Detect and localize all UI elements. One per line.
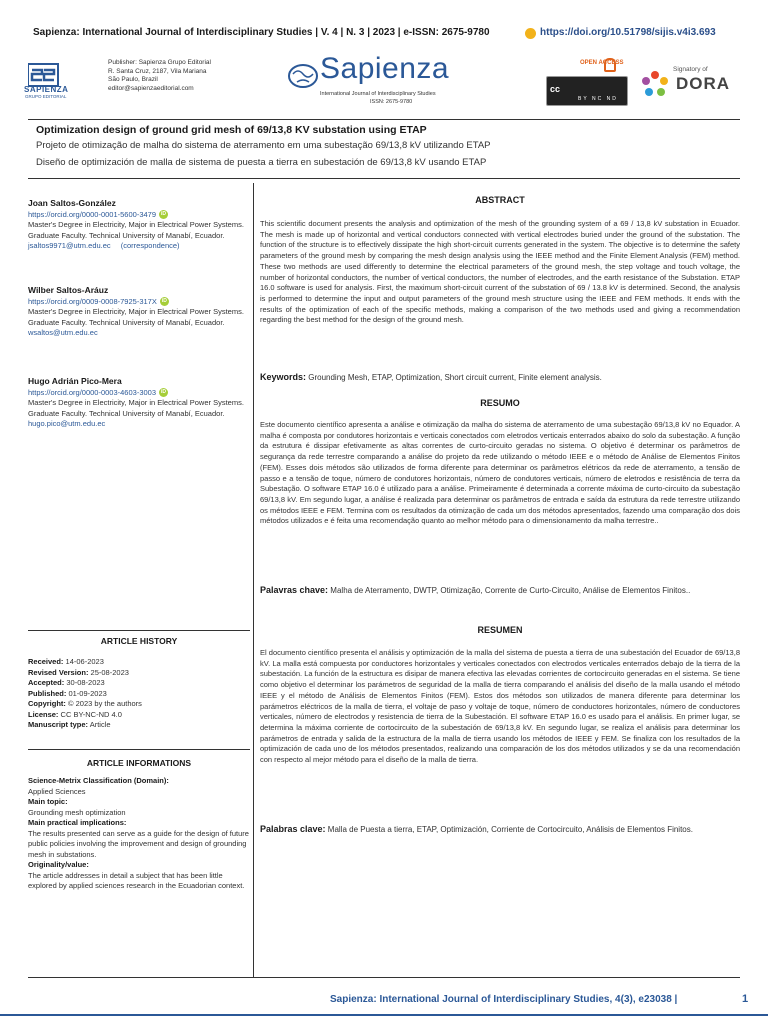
- orcid-icon: iD: [161, 389, 167, 395]
- keywords-label: Keywords:: [260, 372, 307, 382]
- cc-badge-sub: BY NC ND: [578, 96, 618, 102]
- author-affiliation: Master's Degree in Electricity, Major in Electrical Power Systems. Graduate Faculty. Technical University of Manabí, Ecuador.: [28, 398, 244, 418]
- originality-value: The article addresses in detail a subject that has been little explored by applied sciences research in the Ecuadorian context.: [28, 870, 245, 890]
- orcid-icon: iD: [161, 211, 167, 217]
- published-label: Published:: [28, 688, 67, 698]
- author-email[interactable]: hugo.pico@utm.edu.ec: [28, 419, 106, 428]
- dora-label: Signatory of: [673, 66, 708, 73]
- abstract-text: This scientific document presents the analysis and optimization of the mesh of the grounding system of a 69 / 13,8 kV substation in Ecuador. The mesh is made up of horizontal and vertical conductors connected with vertical electrodes buried under the ground of the substation. The function of the structure is to effectively dissipate the high short-circuit currents generated in the system. The objective is to determine the safety parameters of the ground mesh by comparing the mesh design analysis using the IEEE method and the Finite Element Analysis (FEM) method. These two methods are used differently to determine the electrical parameters of the ground mesh, the step voltage and touch voltage, the number of horizontal conductors, the number of vertical conductors, the number of electrodes, and the earth resistance of the Substation. ETAP 16.0 software is used for analysis. First, the maximum short-circuit current of the substation of 69 / 13.8 kV is determined. Second, the analysis is performed to determine the input and output parameters of the ground mesh structure using the IEEE and FEM methods. It ends with the results of the optimization of each of the specific methods, making a comparison of the two methods used and giving a recommendation regarding the best method for the design of the ground mesh.: [260, 219, 740, 325]
- domain-label: Science-Metrix Classification (Domain):: [28, 776, 169, 785]
- copyright-value: © 2023 by the authors: [68, 699, 142, 708]
- author-affiliation: Master's Degree in Electricity, Major in Electrical Power Systems. Graduate Faculty. Technical University of Manabí, Ecuador.: [28, 307, 244, 327]
- author-block: [28, 285, 250, 337]
- orcid-link[interactable]: [28, 210, 250, 219]
- doi-link[interactable]: https://doi.org/10.51798/sijis.v4i3.693: [540, 27, 716, 38]
- resumen-heading: RESUMEN: [477, 625, 523, 635]
- column-divider: [253, 183, 254, 977]
- keywords-label: Palabras clave:: [260, 824, 326, 834]
- article-info-heading: ARTICLE INFORMATIONS: [86, 758, 192, 768]
- resumen-keywords: [260, 824, 740, 835]
- received-label: Received:: [28, 657, 64, 666]
- topic-value: Grounding mesh optimization: [28, 807, 126, 817]
- publisher-email[interactable]: editor@sapienzaeditorial.com: [108, 84, 194, 92]
- author-affiliation: Master's Degree in Electricity, Major in Electrical Power Systems. Graduate Faculty. Technical University of Manabí, Ecuador.: [28, 220, 244, 240]
- orcid-link[interactable]: [28, 297, 250, 306]
- page-number: 1: [742, 993, 749, 1005]
- divider: [28, 630, 250, 631]
- title-english: Optimization design of ground grid mesh of 69/13,8 KV substation using ETAP: [36, 124, 427, 136]
- journal-header-line: Sapienza: International Journal of Interdisciplinary Studies | V. 4 | N. 3 | 2023 | e-ISSN: 2675-9780: [33, 27, 490, 38]
- divider: [28, 119, 740, 120]
- author-block: [28, 198, 250, 250]
- published-date: 01-09-2023: [68, 688, 107, 698]
- article-informations: [28, 776, 250, 892]
- implications-label: Main practical implications:: [28, 818, 127, 827]
- author-email-row: [28, 241, 250, 250]
- originality-label: Originality/value:: [28, 860, 89, 869]
- license-value: CC BY-NC-ND 4.0: [60, 709, 122, 719]
- journal-subtitle: International Journal of Interdisciplinary Studies: [320, 91, 436, 97]
- accepted-date: 30-08-2023: [66, 678, 105, 687]
- publisher-info: [108, 59, 211, 93]
- implications-value: The results presented can serve as a guide for the design of future public policies involving the improvement and design of grounding mesh in substations.: [28, 828, 249, 859]
- domain-value: Applied Sciences: [28, 786, 86, 796]
- author-name: Hugo Adrián Pico-Mera: [28, 376, 122, 386]
- journal-name: Sapienza: [320, 52, 450, 85]
- resumen-text: El documento científico presenta el análisis y optimización de la malla del sistema de puesta a tierra de una subestación del Ecuador de 69/13,8 kV. La malla está compuesta por conductores horizontales y verticales conectados con electrodos verticales enterrados debajo de la tierra de la subestación. La función de la estructura es disipar de manera efectiva las elevadas corrientes de cortocircuito generadas en el sistema. Se tiene como objetivo el determinar los parámetros de seguridad de la malla de tierra comparando el análisis del diseño de la malla usando el método IEEE y el método de Análisis de Elementos Finitos (FEM). Estos dos métodos son utilizados de manera diferente para determinar los parámetros eléctricos de la malla de tierra, el voltaje de paso y voltaje de toque, número de conductores horizontales, número de conductores verticales, número de electrodos y resistencia de tierra de la Subestación. El software ETAP 16.0 es usado para el análisis. En primer lugar, se determina la máxima corriente de cortocircuito de la subestación de 69/13,8 kV. En segundo lugar, se realiza el análisis para determinar los parámetros de entrada y salida de la estructura de la malla de tierra usando los métodos de IEEE y FEM. Se finaliza con los resultados de la optimización de cada uno de los métodos presentados, realizando una comparación de los dos métodos utilizados y se da una recomendación con respecto al mejor método para el diseño de la malla de tierra.: [260, 648, 740, 765]
- open-access-label: OPEN ACCESS: [580, 60, 624, 66]
- license-label: License:: [28, 709, 59, 719]
- copyright-label: Copyright:: [28, 699, 66, 708]
- resumo-keywords: [260, 585, 740, 596]
- title-portuguese: Projeto de otimização de malha do sistema de aterramento em uma subestação 69/13,8 kV utilizando ETAP: [36, 140, 491, 151]
- keywords-label: Palavras chave:: [260, 585, 329, 595]
- dora-icon: [640, 69, 670, 99]
- keywords-value: Malha de Aterramento, DWTP, Otimização, Corrente de Curto-Circuito, Análise de Elementos Finitos..: [330, 586, 691, 595]
- resumo-heading: RESUMO: [480, 398, 520, 408]
- orcid-url[interactable]: https://orcid.org/0009-0008-7925-317X: [28, 297, 157, 306]
- topic-label: Main topic:: [28, 797, 68, 806]
- orcid-url[interactable]: https://orcid.org/0000-0001-5600-3479: [28, 210, 157, 219]
- journal-issn: ISSN: 2675-9780: [370, 99, 413, 105]
- accepted-label: Accepted:: [28, 678, 65, 687]
- resumo-text: Este documento científico apresenta a análise e otimização da malha do sistema de aterramento de uma subestação 69/13,8 kV no Equador. A malha é composta por condutores horizontais e verticais conectados com eletrodos verticais enterrados abaixo do solo da subestação. A função da estrutura é dissipar efetivamente as altas correntes de curto-circuito geradas no sistema. O objetivo é determinar os parâmetros de segurança da rede terrestre comparando a análise do projeto da rede utilizando o método IEEE e o método de Análise de Elementos Finitos (FEM). Esses dois métodos são utilizados de forma diferente para determinar os parâmetros elétricos da rede de aterramento, a tensão de passo e a tensão de toque, número de condutores horizontais, número de condutores verticais, número de eletrodos e resistência de terra da Subestação. O software ETAP 16.0 é utilizado para a análise. Primeiramente é determinada a corrente máxima de curto-circuito da subestação 69/13,8 kV. Em segundo lugar, a análise é realizada para determinar os parâmetros de entrada e saída da estrutura da rede terrestre utilizando os métodos IEEE e FEM. Termina com os resultados da otimização de cada um dos métodos apresentados, fazendo uma comparação dos dois métodos utilizados e é feita uma recomendação quanto ao melhor método para o dimensionamento da malha terrestre..: [260, 420, 740, 526]
- orcid-url[interactable]: https://orcid.org/0000-0003-4603-3003: [28, 388, 157, 397]
- brain-icon: [283, 58, 323, 98]
- type-label: Manuscript type:: [28, 720, 89, 729]
- author-email[interactable]: wsaltos@utm.edu.ec: [28, 328, 98, 337]
- keywords-value: Malla de Puesta a tierra, ETAP, Optimización, Corriente de Cortocircuito, Análisis de Elementos Finitos.: [327, 825, 693, 834]
- publisher-logo-text: SAPIENZA: [24, 85, 69, 94]
- revised-date: 25-08-2023: [90, 667, 129, 677]
- orcid-link[interactable]: [28, 388, 250, 397]
- footer-citation: Sapienza: International Journal of Interdisciplinary Studies, 4(3), e23038 |: [330, 994, 678, 1005]
- cc-badge-text: cc: [550, 84, 561, 94]
- dora-name: DORA: [676, 74, 731, 93]
- publisher-line: R. Santa Cruz, 2187, Vila Mariana: [108, 67, 207, 75]
- abstract-keywords: [260, 372, 740, 383]
- doi-icon: [525, 28, 536, 39]
- author-email[interactable]: jsaltos9971@utm.edu.ec: [28, 241, 111, 250]
- open-lock-icon: [604, 58, 616, 72]
- author-name: Joan Saltos-González: [28, 198, 116, 208]
- publisher-logo-sub: GRUPO EDITORIAL: [25, 94, 67, 99]
- article-history-heading: ARTICLE HISTORY: [100, 636, 178, 646]
- publisher-line: São Paulo, Brazil: [108, 76, 158, 83]
- title-spanish: Diseño de optimización de malla de sistema de puesta a tierra en subestación de 69/13,8 kV usando ETAP: [36, 157, 487, 168]
- received-date: 14-06-2023: [65, 657, 104, 666]
- abstract-heading: ABSTRACT: [475, 195, 525, 205]
- divider: [28, 749, 250, 750]
- footer-rule: [0, 1014, 768, 1016]
- divider: [28, 178, 740, 179]
- author-name: Wilber Saltos-Aráuz: [28, 285, 109, 295]
- author-block: [28, 376, 250, 428]
- manuscript-type: Article: [89, 720, 111, 729]
- article-history: [28, 657, 250, 731]
- correspondence-note: (correspondence): [120, 241, 180, 250]
- publisher-line: Publisher: Sapienza Grupo Editorial: [108, 59, 211, 66]
- orcid-icon: iD: [161, 298, 167, 304]
- keywords-value: Grounding Mesh, ETAP, Optimization, Short circuit current, Finite element analysis.: [308, 373, 602, 382]
- divider: [28, 977, 740, 978]
- revised-label: Revised Version:: [28, 667, 89, 677]
